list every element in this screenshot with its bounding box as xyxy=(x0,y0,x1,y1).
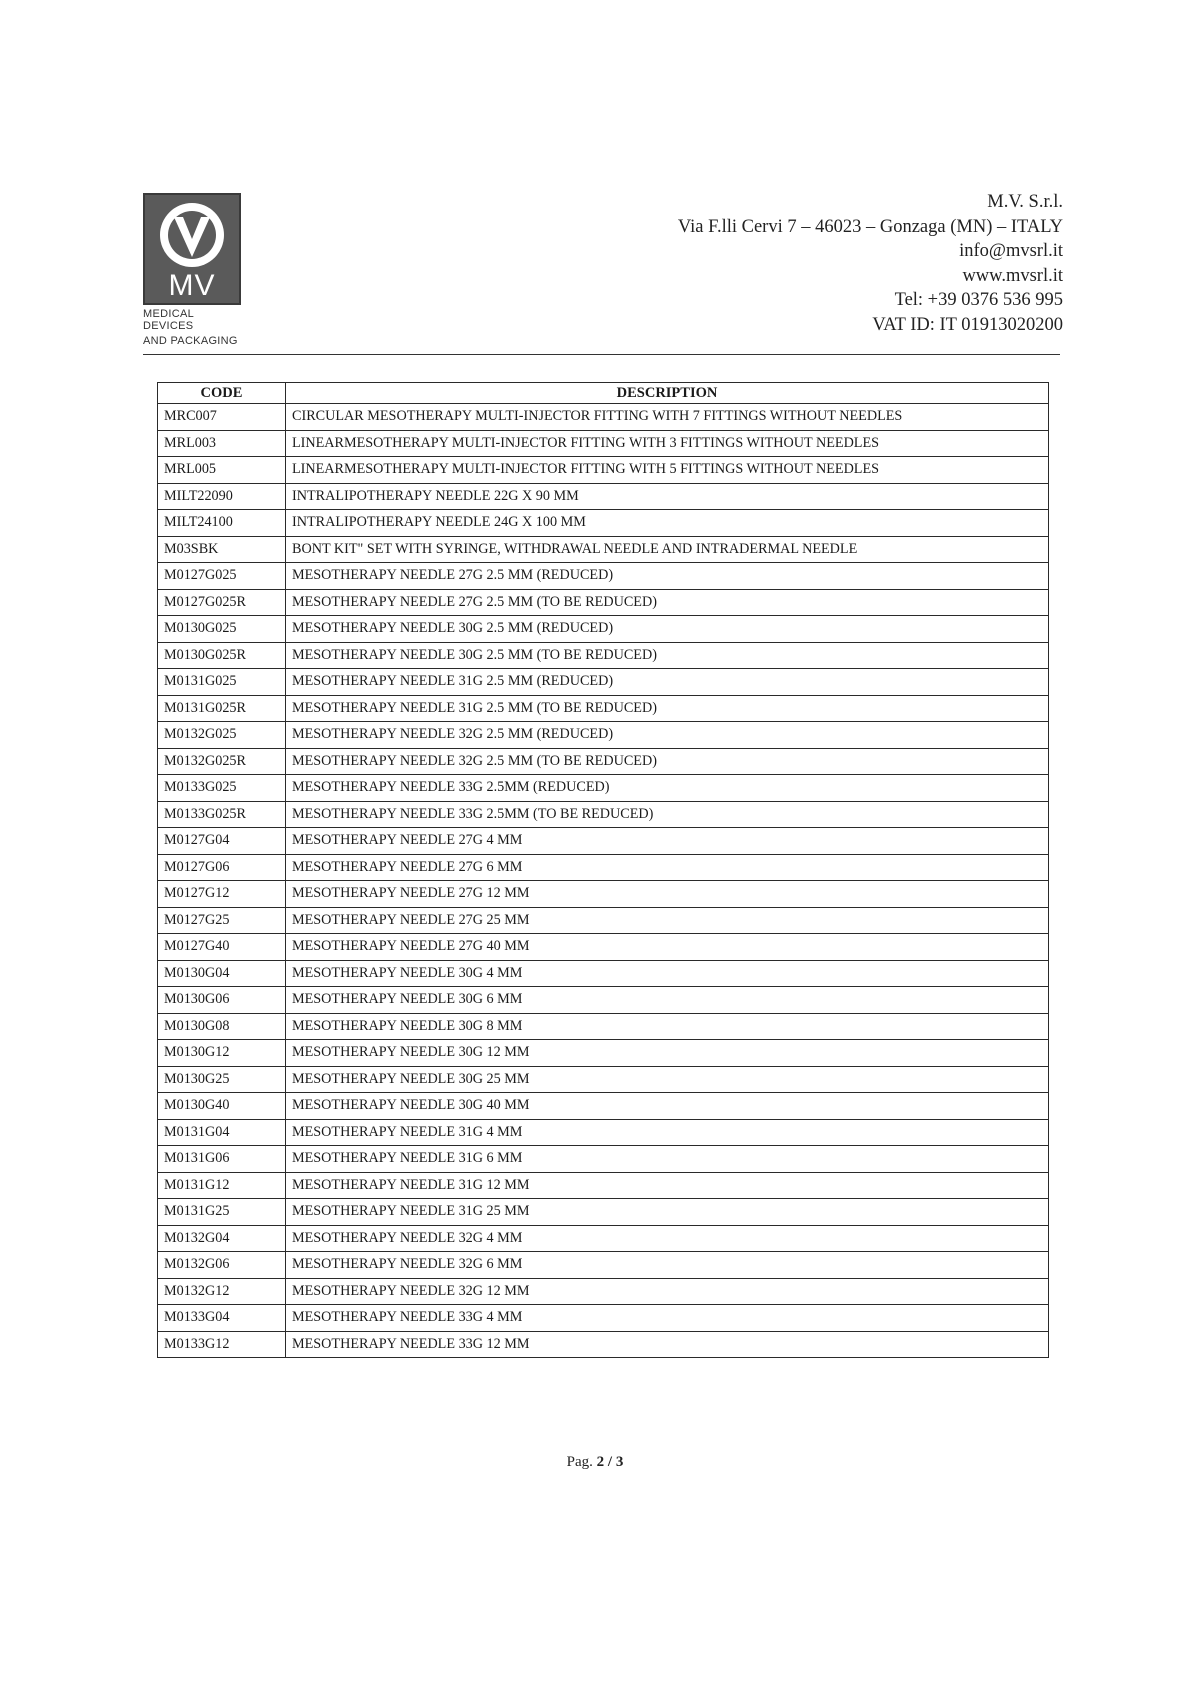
product-code: M0133G12 xyxy=(158,1331,286,1358)
product-description: MESOTHERAPY NEEDLE 30G 12 MM xyxy=(286,1040,1049,1067)
table-row xyxy=(158,1013,1049,1040)
company-info xyxy=(678,190,1063,337)
product-code: MILT24100 xyxy=(158,510,286,537)
product-code: M0130G40 xyxy=(158,1093,286,1120)
product-description: INTRALIPOTHERAPY NEEDLE 22G X 90 MM xyxy=(286,483,1049,510)
product-table xyxy=(157,382,1049,1358)
product-description: MESOTHERAPY NEEDLE 27G 25 MM xyxy=(286,907,1049,934)
product-code: M0133G025 xyxy=(158,775,286,802)
product-code: M0127G25 xyxy=(158,907,286,934)
product-code: M0127G025 xyxy=(158,563,286,590)
company-address: Via F.lli Cervi 7 – 46023 – Gonzaga (MN) – ITALY xyxy=(677,216,1063,237)
company-email: info@mvsrl.it xyxy=(959,241,1063,261)
product-code: MRC007 xyxy=(158,404,286,431)
product-description: MESOTHERAPY NEEDLE 30G 8 MM xyxy=(286,1013,1049,1040)
product-description: MESOTHERAPY NEEDLE 31G 25 MM xyxy=(286,1199,1049,1226)
table-row xyxy=(158,1066,1049,1093)
table-row xyxy=(158,1199,1049,1226)
product-description: CIRCULAR MESOTHERAPY MULTI-INJECTOR FITTING WITH 7 FITTINGS WITHOUT NEEDLES xyxy=(286,404,1049,431)
table-header-row xyxy=(158,383,1049,404)
table-row xyxy=(158,748,1049,775)
page-number: 2 / 3 xyxy=(596,1454,624,1470)
header-divider xyxy=(143,354,1060,355)
product-code: M0131G06 xyxy=(158,1146,286,1173)
product-description: MESOTHERAPY NEEDLE 30G 40 MM xyxy=(286,1093,1049,1120)
table-row xyxy=(158,404,1049,431)
product-description: MESOTHERAPY NEEDLE 32G 6 MM xyxy=(286,1252,1049,1279)
page-footer xyxy=(0,1454,1190,1471)
product-code: M0132G025R xyxy=(158,748,286,775)
table-row xyxy=(158,907,1049,934)
table-row xyxy=(158,589,1049,616)
product-code: M0131G25 xyxy=(158,1199,286,1226)
table-row xyxy=(158,828,1049,855)
product-code: M0127G40 xyxy=(158,934,286,961)
product-code: M0127G025R xyxy=(158,589,286,616)
product-code: M0132G04 xyxy=(158,1225,286,1252)
product-description: MESOTHERAPY NEEDLE 33G 2.5MM (TO BE REDUCED) xyxy=(286,801,1049,828)
product-description: MESOTHERAPY NEEDLE 32G 2.5 MM (TO BE REDUCED) xyxy=(286,748,1049,775)
table-row xyxy=(158,510,1049,537)
product-code: M0130G025R xyxy=(158,642,286,669)
table-row xyxy=(158,775,1049,802)
company-phone: Tel: +39 0376 536 995 xyxy=(894,290,1063,310)
product-code: M0133G04 xyxy=(158,1305,286,1332)
table-row xyxy=(158,1225,1049,1252)
product-code: MRL003 xyxy=(158,430,286,457)
logo-emblem xyxy=(143,193,241,305)
product-description: MESOTHERAPY NEEDLE 27G 2.5 MM (TO BE REDUCED) xyxy=(286,589,1049,616)
company-name: M.V. S.r.l. xyxy=(987,192,1063,212)
product-code: M0131G04 xyxy=(158,1119,286,1146)
product-code: M0131G12 xyxy=(158,1172,286,1199)
product-description: LINEARMESOTHERAPY MULTI-INJECTOR FITTING WITH 5 FITTINGS WITHOUT NEEDLES xyxy=(286,457,1049,484)
product-description: MESOTHERAPY NEEDLE 33G 12 MM xyxy=(286,1331,1049,1358)
product-description: BONT KIT" SET WITH SYRINGE, WITHDRAWAL NEEDLE AND INTRADERMAL NEEDLE xyxy=(286,536,1049,563)
product-description: MESOTHERAPY NEEDLE 31G 6 MM xyxy=(286,1146,1049,1173)
table-row xyxy=(158,722,1049,749)
product-code: M0130G25 xyxy=(158,1066,286,1093)
table-row xyxy=(158,960,1049,987)
product-code: MRL005 xyxy=(158,457,286,484)
product-code: M0130G06 xyxy=(158,987,286,1014)
product-code: M0131G025R xyxy=(158,695,286,722)
table-row xyxy=(158,695,1049,722)
table-row xyxy=(158,1119,1049,1146)
product-description: MESOTHERAPY NEEDLE 32G 4 MM xyxy=(286,1225,1049,1252)
product-code: M0130G025 xyxy=(158,616,286,643)
product-description: MESOTHERAPY NEEDLE 27G 6 MM xyxy=(286,854,1049,881)
code-column-header: CODE xyxy=(158,383,286,404)
table-row xyxy=(158,1146,1049,1173)
table-row xyxy=(158,457,1049,484)
table-row xyxy=(158,1278,1049,1305)
product-description: MESOTHERAPY NEEDLE 31G 2.5 MM (REDUCED) xyxy=(286,669,1049,696)
company-website: www.mvsrl.it xyxy=(962,265,1063,286)
product-description: MESOTHERAPY NEEDLE 27G 12 MM xyxy=(286,881,1049,908)
company-vat: VAT ID: IT 01913020200 xyxy=(872,314,1063,335)
product-description: MESOTHERAPY NEEDLE 27G 2.5 MM (REDUCED) xyxy=(286,563,1049,590)
company-logo xyxy=(143,193,246,347)
table-row xyxy=(158,669,1049,696)
description-column-header: DESCRIPTION xyxy=(286,383,1049,404)
product-description: LINEARMESOTHERAPY MULTI-INJECTOR FITTING WITH 3 FITTINGS WITHOUT NEEDLES xyxy=(286,430,1049,457)
product-code: M0130G12 xyxy=(158,1040,286,1067)
table-row xyxy=(158,1040,1049,1067)
logo-tagline-line-1: MEDICAL DEVICES xyxy=(143,308,194,332)
table-row xyxy=(158,1331,1049,1358)
table-row xyxy=(158,536,1049,563)
table-row xyxy=(158,430,1049,457)
product-description: MESOTHERAPY NEEDLE 31G 4 MM xyxy=(286,1119,1049,1146)
logo-tagline-line-2: AND PACKAGING xyxy=(143,335,238,347)
page-label: Pag. xyxy=(566,1454,593,1470)
product-description: MESOTHERAPY NEEDLE 27G 4 MM xyxy=(286,828,1049,855)
product-code: MILT22090 xyxy=(158,483,286,510)
table-row xyxy=(158,1172,1049,1199)
product-description: MESOTHERAPY NEEDLE 32G 2.5 MM (REDUCED) xyxy=(286,722,1049,749)
product-description: MESOTHERAPY NEEDLE 30G 25 MM xyxy=(286,1066,1049,1093)
table-row xyxy=(158,563,1049,590)
product-description: MESOTHERAPY NEEDLE 31G 12 MM xyxy=(286,1172,1049,1199)
table-row xyxy=(158,1093,1049,1120)
product-description: MESOTHERAPY NEEDLE 31G 2.5 MM (TO BE REDUCED) xyxy=(286,695,1049,722)
table-row xyxy=(158,987,1049,1014)
product-code: M0132G06 xyxy=(158,1252,286,1279)
table-row xyxy=(158,642,1049,669)
table-row xyxy=(158,1305,1049,1332)
product-description: MESOTHERAPY NEEDLE 32G 12 MM xyxy=(286,1278,1049,1305)
table-row xyxy=(158,854,1049,881)
product-code: M0133G025R xyxy=(158,801,286,828)
table-row xyxy=(158,483,1049,510)
product-code: M0131G025 xyxy=(158,669,286,696)
table-row xyxy=(158,616,1049,643)
product-code: M0132G12 xyxy=(158,1278,286,1305)
product-code: M0130G08 xyxy=(158,1013,286,1040)
product-description: MESOTHERAPY NEEDLE 33G 2.5MM (REDUCED) xyxy=(286,775,1049,802)
product-description: MESOTHERAPY NEEDLE 30G 4 MM xyxy=(286,960,1049,987)
table-row xyxy=(158,1252,1049,1279)
product-code: M0130G04 xyxy=(158,960,286,987)
product-code: M0132G025 xyxy=(158,722,286,749)
product-description: MESOTHERAPY NEEDLE 30G 2.5 MM (TO BE REDUCED) xyxy=(286,642,1049,669)
product-description: MESOTHERAPY NEEDLE 27G 40 MM xyxy=(286,934,1049,961)
product-code: M03SBK xyxy=(158,536,286,563)
table-row xyxy=(158,934,1049,961)
product-code: M0127G12 xyxy=(158,881,286,908)
product-description: MESOTHERAPY NEEDLE 30G 6 MM xyxy=(286,987,1049,1014)
product-description: MESOTHERAPY NEEDLE 30G 2.5 MM (REDUCED) xyxy=(286,616,1049,643)
table-row xyxy=(158,881,1049,908)
product-description: MESOTHERAPY NEEDLE 33G 4 MM xyxy=(286,1305,1049,1332)
table-row xyxy=(158,801,1049,828)
product-code: M0127G06 xyxy=(158,854,286,881)
product-code: M0127G04 xyxy=(158,828,286,855)
product-description: INTRALIPOTHERAPY NEEDLE 24G X 100 MM xyxy=(286,510,1049,537)
logo-mark-text: MV xyxy=(168,269,216,302)
